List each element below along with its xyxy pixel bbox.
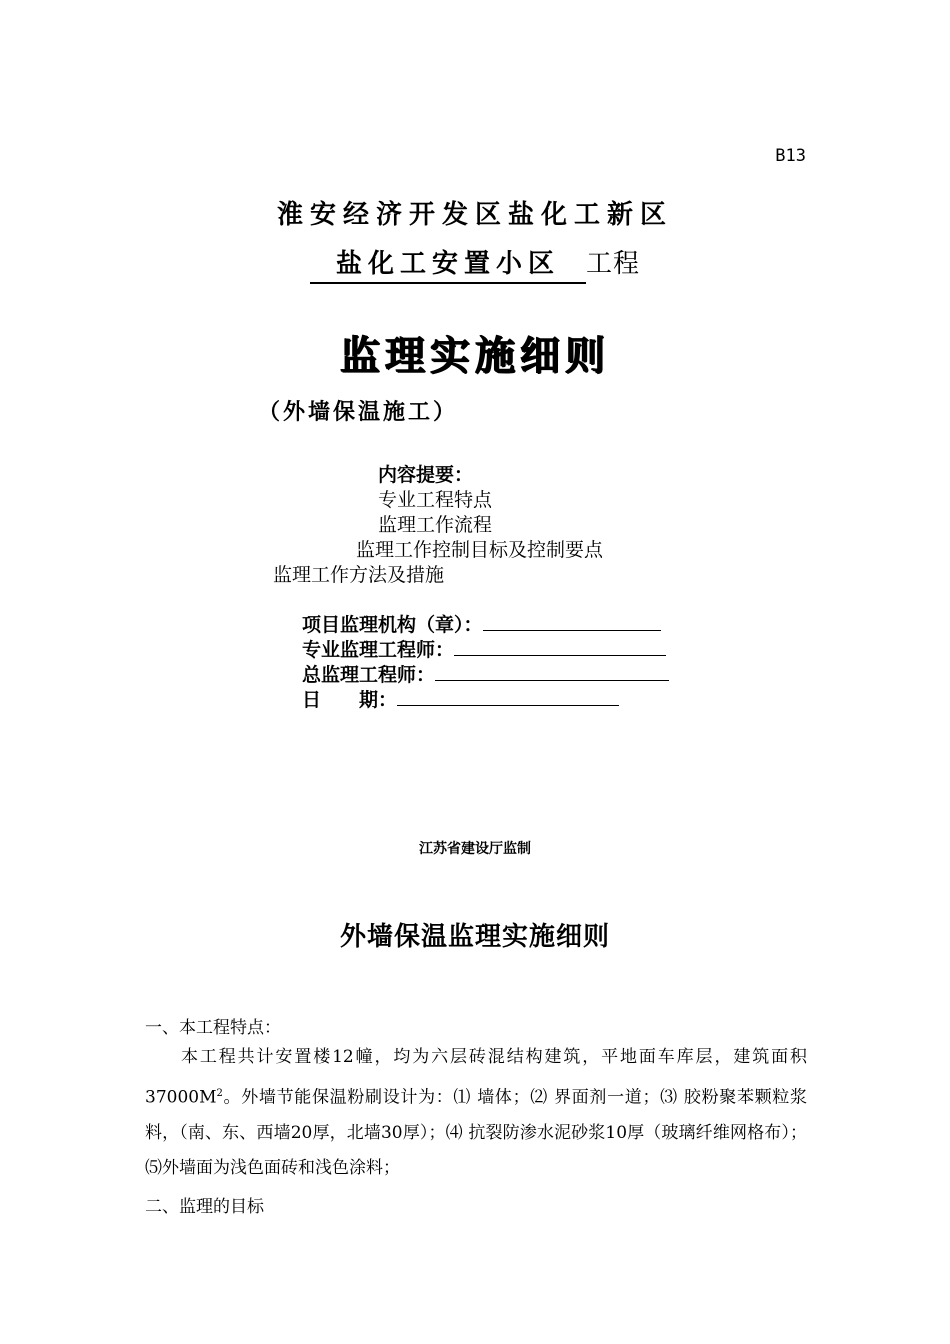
document-type-title: 监理实施细则: [340, 333, 610, 379]
signature-blank-line[interactable]: [435, 663, 669, 681]
section1-heading: 一、本工程特点：: [145, 1018, 281, 1038]
signature-label: 项目监理机构（章）：: [302, 614, 483, 636]
section1-paragraph: [145, 1040, 807, 1187]
project-line: [0, 243, 950, 284]
signature-row-agency: [302, 610, 661, 637]
signature-row-chief: [302, 660, 669, 687]
contents-item: 专业工程特点: [378, 489, 493, 511]
signature-row-specialist: [302, 635, 666, 662]
signature-blank-line[interactable]: [483, 613, 661, 631]
organization-name: 淮安经济开发区盐化工新区: [276, 200, 673, 230]
signature-row-date: [302, 685, 619, 712]
section1-text-part1: 本工程共计安置楼12幢，均为六层砖混结构建筑，平地面车库层，建筑面积37000M: [145, 1047, 807, 1108]
issuer-line: 江苏省建设厅监制: [419, 841, 531, 857]
project-suffix: 工程: [586, 249, 641, 279]
signature-blank-line[interactable]: [397, 688, 619, 706]
signature-label: 日 期：: [302, 689, 398, 711]
body-title: 外墙保温监理实施细则: [339, 922, 610, 952]
project-name: 盐化工安置小区: [310, 243, 586, 284]
section2-heading: 二、监理的目标: [145, 1197, 264, 1217]
area-unit-superscript: 2: [216, 1087, 223, 1099]
contents-item: 监理工作方法及措施: [273, 564, 445, 586]
contents-item: 监理工作流程: [378, 514, 493, 536]
signature-label: 专业监理工程师：: [302, 639, 455, 661]
signature-blank-line[interactable]: [454, 638, 666, 656]
section1-text-part2: 。外墙节能保温粉刷设计为：⑴ 墙体；⑵ 界面剂一道；⑶ 胶粉聚苯颗粒浆料，（南、东、西墙20厚，北墙30厚）；⑷ 抗裂防渗水泥砂浆10厚（玻璃纤维网格布）；⑸外墙面为浅色面砖和浅色涂料；: [145, 1087, 807, 1179]
contents-item: 监理工作控制目标及控制要点: [356, 539, 604, 561]
signature-label: 总监理工程师：: [302, 664, 436, 686]
contents-heading: 内容提要：: [378, 464, 474, 486]
form-code: B13: [775, 146, 806, 166]
document-subject: （外墙保温施工）: [258, 399, 459, 425]
